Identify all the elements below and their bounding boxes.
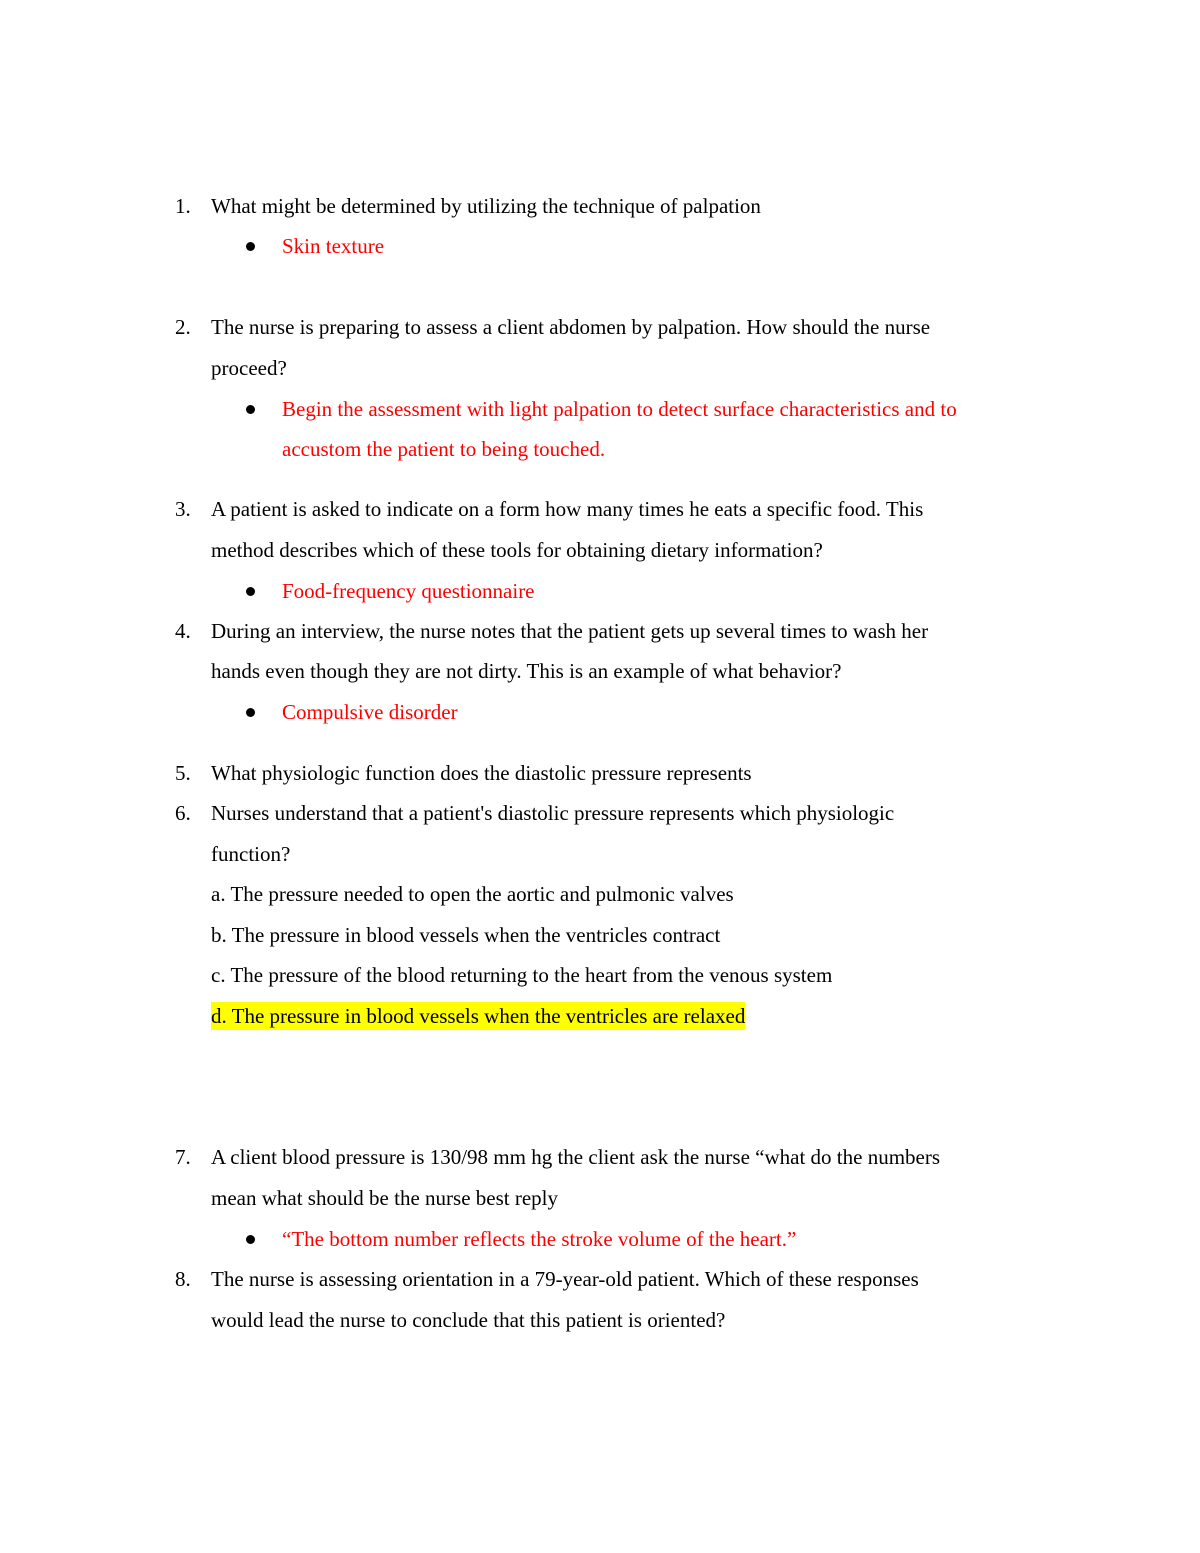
question-number: 7. xyxy=(175,1145,191,1169)
question-text: During an interview, the nurse notes that the patient gets up several times to wash her xyxy=(211,619,929,643)
question-text: mean what should be the nurse best reply xyxy=(211,1186,558,1210)
answer-text: accustom the patient to being touched. xyxy=(282,437,606,461)
question-number: 2. xyxy=(175,315,191,339)
bullet-icon xyxy=(246,587,255,596)
question-number: 5. xyxy=(175,761,191,785)
question-text: What might be determined by utilizing the technique of palpation xyxy=(211,194,761,218)
bullet-icon xyxy=(246,405,255,414)
question-number: 1. xyxy=(175,194,191,218)
bullet-icon xyxy=(246,242,255,251)
question-text: would lead the nurse to conclude that this patient is oriented? xyxy=(211,1308,726,1332)
question-number: 4. xyxy=(175,619,191,643)
answer-text: Skin texture xyxy=(282,234,385,258)
option-c: c. The pressure of the blood returning to the heart from the venous system xyxy=(211,963,833,987)
question-text: A client blood pressure is 130/98 mm hg the client ask the nurse “what do the numbers xyxy=(211,1145,941,1169)
question-text: A patient is asked to indicate on a form how many times he eats a specific food. This xyxy=(211,497,924,521)
question-number: 8. xyxy=(175,1267,191,1291)
option-a: a. The pressure needed to open the aortic and pulmonic valves xyxy=(211,882,734,906)
bullet-icon xyxy=(246,1235,255,1244)
option-d-correct-highlight: d. The pressure in blood vessels when the ventricles are relaxed xyxy=(211,1004,746,1028)
answer-text: Begin the assessment with light palpation to detect surface characteristics and to xyxy=(282,397,957,421)
question-text: Nurses understand that a patient's diastolic pressure represents which physiologic xyxy=(211,801,895,825)
question-number: 6. xyxy=(175,801,191,825)
option-b: b. The pressure in blood vessels when the ventricles contract xyxy=(211,923,721,947)
question-text: method describes which of these tools for obtaining dietary information? xyxy=(211,538,823,562)
answer-text: Food-frequency questionnaire xyxy=(282,579,535,603)
question-text: function? xyxy=(211,842,291,866)
question-text: The nurse is preparing to assess a client abdomen by palpation. How should the nurse xyxy=(211,315,931,339)
question-number: 3. xyxy=(175,497,191,521)
question-text: proceed? xyxy=(211,356,287,380)
question-text: The nurse is assessing orientation in a 79-year-old patient. Which of these responses xyxy=(211,1267,919,1291)
bullet-icon xyxy=(246,708,255,717)
answer-text: Compulsive disorder xyxy=(282,700,458,724)
answer-text: “The bottom number reflects the stroke volume of the heart.” xyxy=(282,1227,797,1251)
question-text: What physiologic function does the diastolic pressure represents xyxy=(211,761,752,785)
question-text: hands even though they are not dirty. This is an example of what behavior? xyxy=(211,659,842,683)
